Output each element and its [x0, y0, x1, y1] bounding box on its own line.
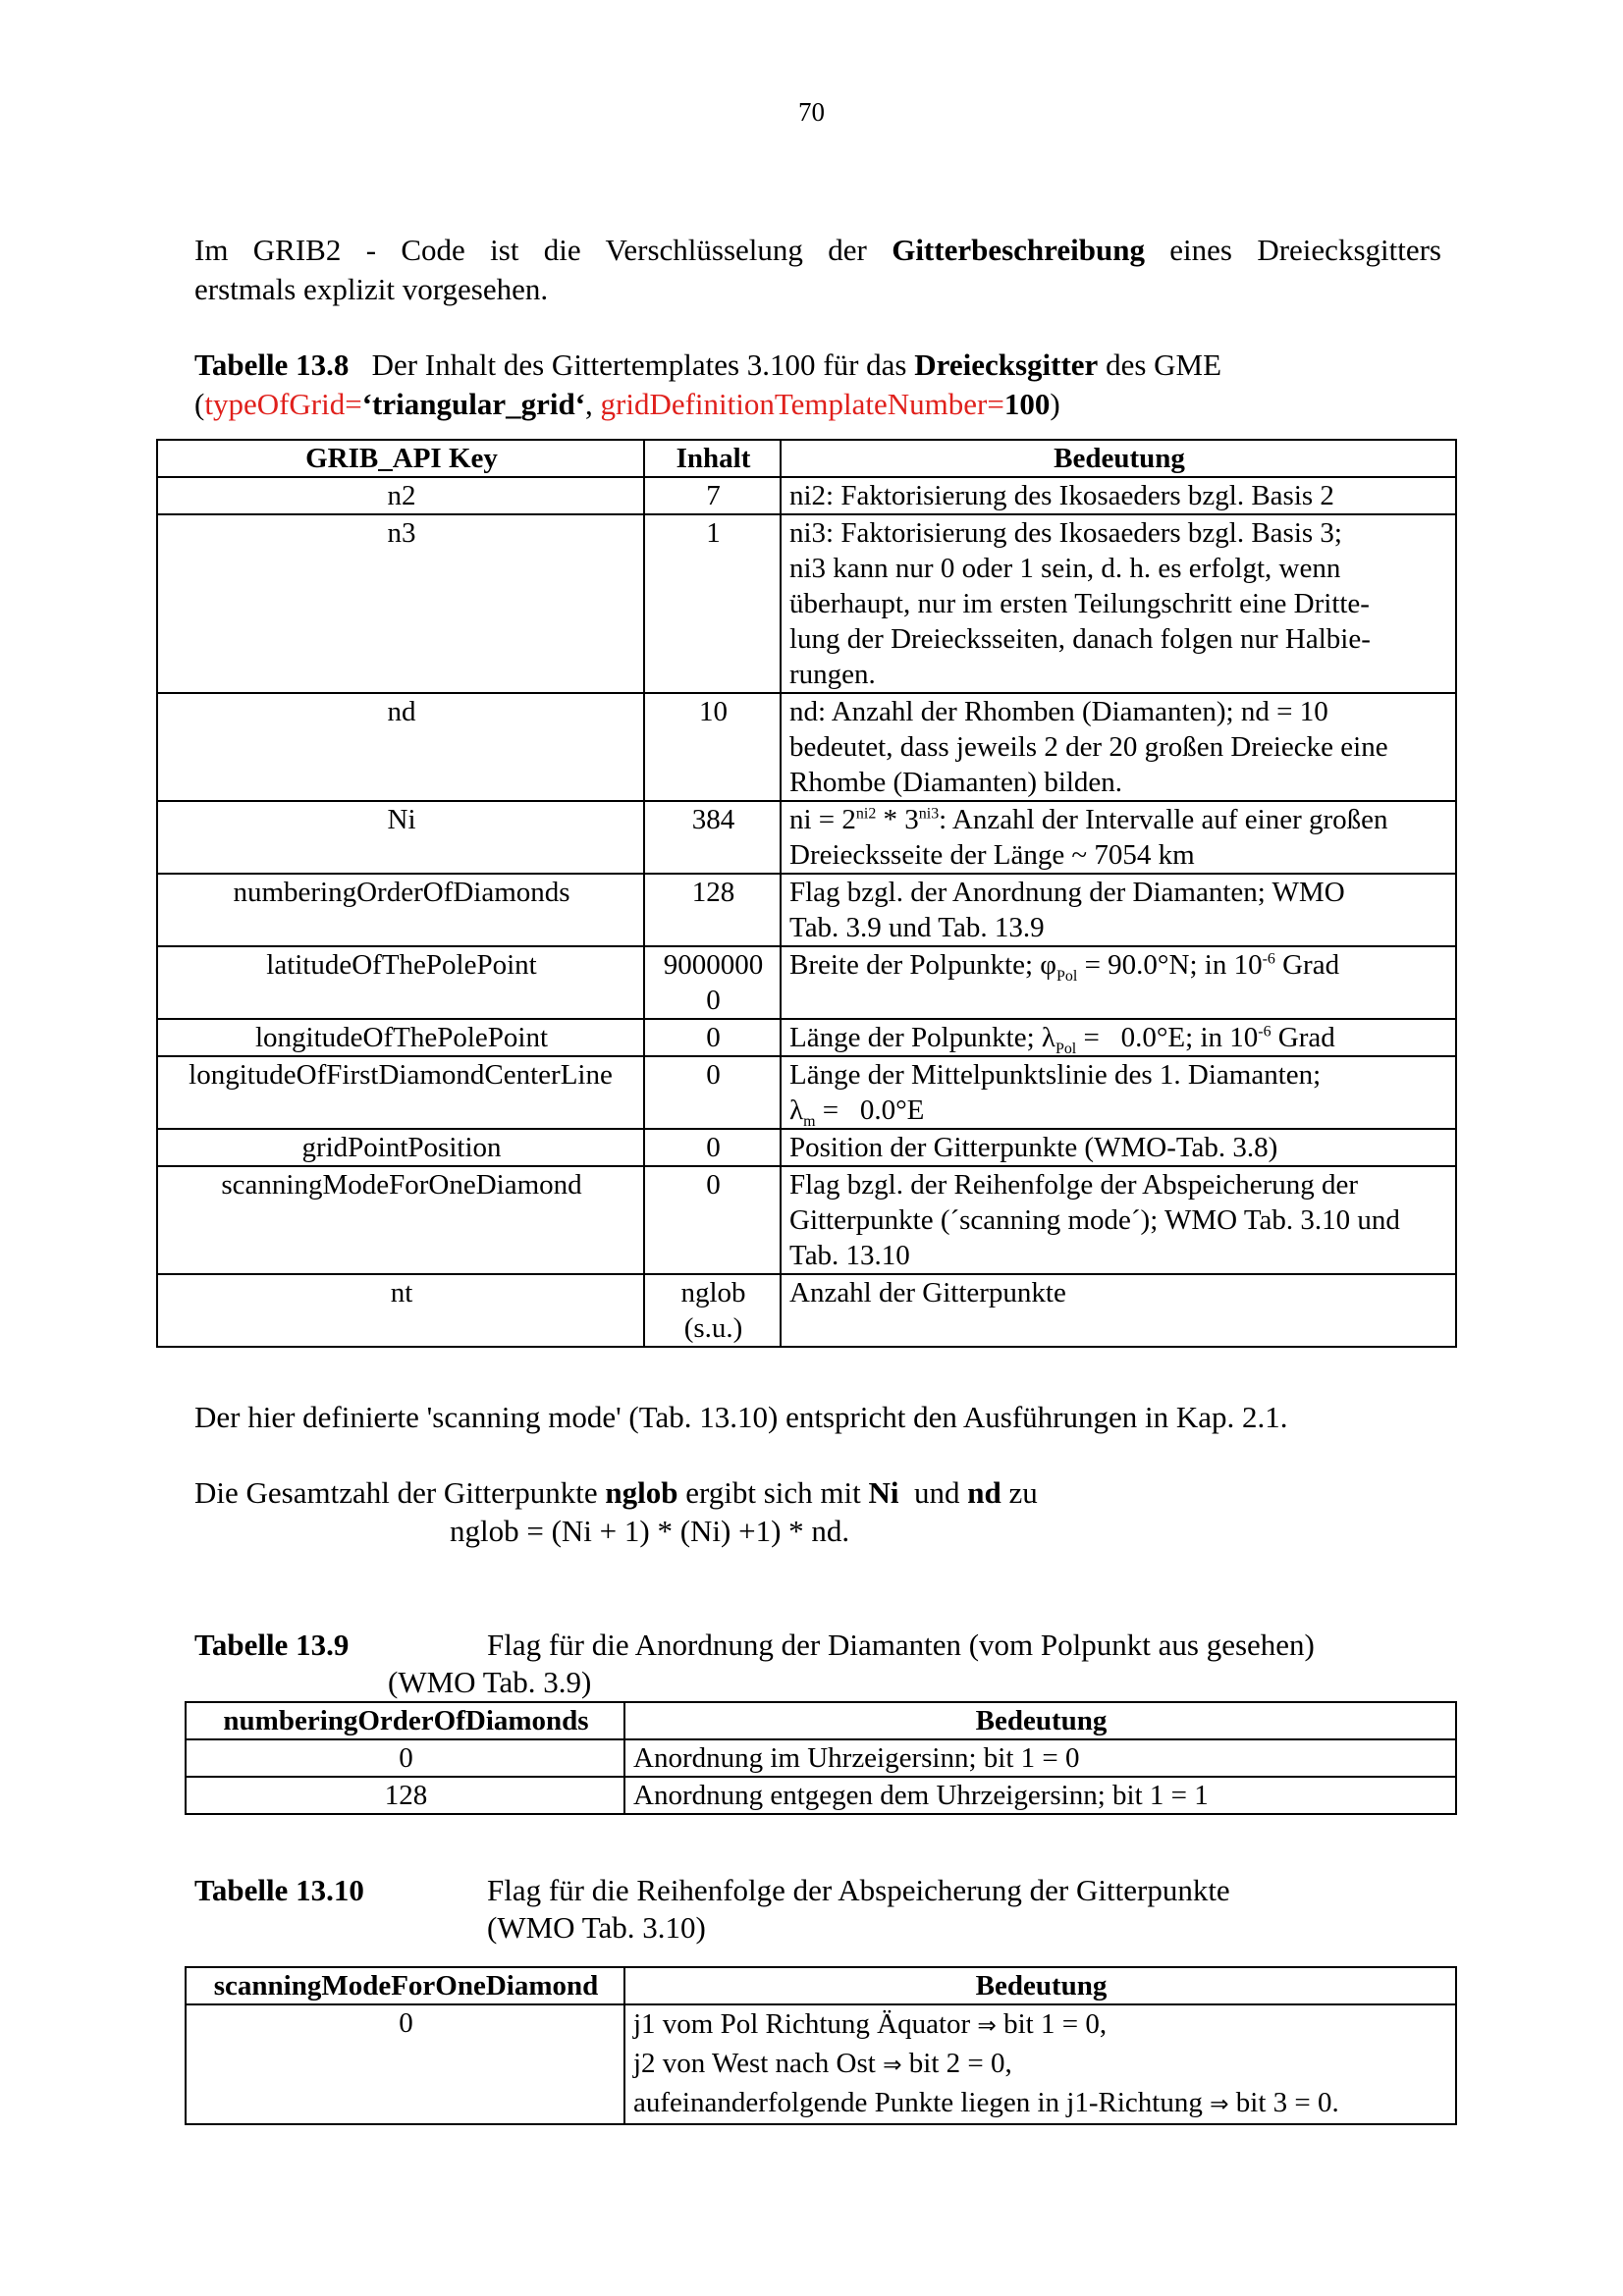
- cell-bedeutung: Position der Gitterpunkte (WMO-Tab. 3.8): [781, 1129, 1456, 1166]
- cell-inhalt: 10: [644, 693, 781, 801]
- cell-key: latitudeOfThePolePoint: [157, 946, 644, 1019]
- header-key: GRIB_API Key: [157, 440, 644, 477]
- intro-line-1: [194, 232, 1441, 268]
- table9-caption-line2: (WMO Tab. 3.9): [388, 1665, 592, 1699]
- table-row: [186, 1739, 1456, 1777]
- equals: =: [987, 387, 1004, 421]
- cell-key: gridPointPosition: [157, 1129, 644, 1166]
- table-row: [186, 1777, 1456, 1814]
- cell-key: n2: [157, 477, 644, 514]
- desc-part: * 3: [876, 804, 919, 835]
- desc-part: Grad: [1274, 949, 1340, 981]
- subscript: m: [803, 1112, 816, 1130]
- bold-nd: nd: [967, 1475, 1001, 1510]
- cell-key: longitudeOfFirstDiamondCenterLine: [157, 1056, 644, 1129]
- table-row: [157, 1056, 1456, 1129]
- header-bedeutung: Bedeutung: [781, 440, 1456, 477]
- superscript: -6: [1258, 1023, 1271, 1041]
- cell-key: nd: [157, 693, 644, 801]
- line-text: j1 vom Pol Richtung Äquator: [633, 2008, 978, 2040]
- cell-bedeutung: nd: Anzahl der Rhomben (Diamanten); nd = 10 bedeutet, dass jeweils 2 der 20 großen Dreiecke eine Rhombe (Diamanten) bilden.: [781, 693, 1456, 801]
- cell-inhalt: 384: [644, 801, 781, 874]
- scanning-mode-text: Der hier definierte 'scanning mode' (Tab. 13.10) entspricht den Ausführungen in Kap. 2.1.: [194, 1400, 1288, 1434]
- table-header-row: [186, 1967, 1456, 2004]
- cell-inhalt: 7: [644, 477, 781, 514]
- caption-label: Tabelle 13.10: [194, 1873, 364, 1907]
- cell-bedeutung: [781, 1056, 1456, 1129]
- table-header-row: [186, 1702, 1456, 1739]
- caption-bold: Dreiecksgitter: [914, 347, 1099, 382]
- subscript: Pol: [1055, 1040, 1077, 1057]
- cell-bedeutung: [624, 2004, 1456, 2124]
- header-inhalt: Inhalt: [644, 440, 781, 477]
- desc-part: λ: [789, 1095, 804, 1126]
- cell-bedeutung: Anzahl der Gitterpunkte: [781, 1274, 1456, 1347]
- cell-inhalt: 0: [644, 1019, 781, 1056]
- line-text: bit 1 = 0,: [996, 2008, 1108, 2040]
- value-100: 100: [1003, 387, 1051, 421]
- key-template-number: gridDefinitionTemplateNumber: [600, 387, 988, 421]
- total-points-text: [194, 1474, 1441, 1511]
- desc-part: Länge der Mittelpunktslinie des 1. Diamanten;: [789, 1059, 1322, 1091]
- cell-key: nt: [157, 1274, 644, 1347]
- header-bedeutung: Bedeutung: [624, 1967, 1456, 2004]
- desc-part: ni = 2: [789, 804, 856, 835]
- cell-bedeutung: Flag bzgl. der Anordnung der Diamanten; WMO Tab. 3.9 und Tab. 13.9: [781, 874, 1456, 946]
- desc-part: : Anzahl der Intervalle auf einer großen: [939, 804, 1388, 835]
- cell-bedeutung: ni2: Faktorisierung des Ikosaeders bzgl. Basis 2: [781, 477, 1456, 514]
- line-text: bit 2 = 0,: [901, 2048, 1012, 2079]
- table-row: [157, 514, 1456, 693]
- desc-part: = 0.0°E; in 10: [1076, 1022, 1259, 1053]
- table-row: [157, 1019, 1456, 1056]
- cell-key: Ni: [157, 801, 644, 874]
- cell-key: longitudeOfThePolePoint: [157, 1019, 644, 1056]
- text-part: zu: [1001, 1475, 1038, 1510]
- text-part: und: [898, 1475, 968, 1510]
- superscript: ni3: [918, 805, 940, 823]
- header-bedeutung: Bedeutung: [624, 1702, 1456, 1739]
- header-numbering: numberingOrderOfDiamonds: [186, 1702, 624, 1739]
- desc-part: Dreiecksseite der Länge ~ 7054 km: [789, 839, 1195, 871]
- cell-value: 128: [186, 1777, 624, 1814]
- paren: (: [194, 387, 205, 421]
- table-row: [157, 1166, 1456, 1274]
- table-row: [157, 1129, 1456, 1166]
- cell-inhalt: nglob (s.u.): [644, 1274, 781, 1347]
- cell-key: numberingOrderOfDiamonds: [157, 874, 644, 946]
- superscript: ni2: [855, 805, 877, 823]
- desc-part: Breite der Polpunkte; φ: [789, 949, 1057, 981]
- cell-bedeutung: Anordnung im Uhrzeigersinn; bit 1 = 0: [624, 1739, 1456, 1777]
- cell-inhalt: 0: [644, 1056, 781, 1129]
- separator: ,: [585, 387, 601, 421]
- table9-caption-text: Flag für die Anordnung der Diamanten (vom Polpunkt aus gesehen): [487, 1628, 1315, 1662]
- desc-part: = 0.0°E: [815, 1095, 925, 1126]
- table10-caption-line2: (WMO Tab. 3.10): [487, 1910, 706, 1945]
- cell-key: n3: [157, 514, 644, 693]
- line-text: j2 von West nach Ost: [633, 2048, 884, 2079]
- desc-part: = 90.0°N; in 10: [1077, 949, 1263, 981]
- intro-text: Im GRIB2 - Code ist die Verschlüsselung der: [194, 233, 893, 267]
- caption-label: Tabelle 13.8: [194, 347, 350, 382]
- table-row: [186, 2004, 1456, 2124]
- table10-caption-text: Flag für die Reihenfolge der Abspeicherung der Gitterpunkte: [487, 1873, 1230, 1907]
- table-row: [157, 874, 1456, 946]
- bold-nglob: nglob: [605, 1475, 678, 1510]
- table8-caption-line2: [194, 386, 1441, 422]
- cell-inhalt: 128: [644, 874, 781, 946]
- cell-inhalt: 1: [644, 514, 781, 693]
- implies-arrow-icon: ⇒: [977, 2012, 997, 2039]
- desc-part: Länge der Polpunkte; λ: [789, 1022, 1055, 1053]
- caption-text: Der Inhalt des Gittertemplates 3.100 für das: [349, 347, 915, 382]
- cell-value: 0: [186, 2004, 624, 2124]
- table10-caption-label: [194, 1872, 364, 1908]
- implies-arrow-icon: ⇒: [883, 2052, 902, 2078]
- cell-bedeutung: [781, 1019, 1456, 1056]
- table-row: [157, 693, 1456, 801]
- implies-arrow-icon: ⇒: [1210, 2091, 1229, 2117]
- cell-key: scanningModeForOneDiamond: [157, 1166, 644, 1274]
- subscript: Pol: [1056, 967, 1078, 985]
- cell-inhalt: 0: [644, 1129, 781, 1166]
- page-number: 70: [798, 97, 825, 127]
- intro-line-2: erstmals explizit vorgesehen.: [194, 272, 549, 306]
- table-row: [157, 477, 1456, 514]
- cell-bedeutung: [781, 801, 1456, 874]
- cell-inhalt: 9000000 0: [644, 946, 781, 1019]
- text-part: ergibt sich mit: [677, 1475, 869, 1510]
- cell-bedeutung: Flag bzgl. der Reihenfolge der Abspeicherung der Gitterpunkte (´scanning mode´); WMO Tab. 3.10 und Tab. 13.10: [781, 1166, 1456, 1274]
- table-header-row: [157, 440, 1456, 477]
- key-type-of-grid: typeOfGrid: [204, 387, 346, 421]
- cell-value: 0: [186, 1739, 624, 1777]
- value-triangular-grid: ‘triangular_grid‘: [361, 387, 586, 421]
- caption-label: Tabelle 13.9: [194, 1628, 350, 1662]
- paren: ): [1050, 387, 1060, 421]
- text-part: Die Gesamtzahl der Gitterpunkte: [194, 1475, 606, 1510]
- table-row: [157, 946, 1456, 1019]
- line-text: bit 3 = 0.: [1228, 2087, 1339, 2118]
- cell-bedeutung: ni3: Faktorisierung des Ikosaeders bzgl. Basis 3; ni3 kann nur 0 oder 1 sein, d. h. es erfolgt, wenn überhaupt, nur im ersten Teilungschritt eine Dritte- lung der Dreiecksseiten, danach folgen nur Halbie- rungen.: [781, 514, 1456, 693]
- table-13-9: [185, 1701, 1457, 1815]
- table-row: [157, 1274, 1456, 1347]
- header-scanning: scanningModeForOneDiamond: [186, 1967, 624, 2004]
- formula: nglob = (Ni + 1) * (Ni) +1) * nd.: [450, 1514, 850, 1548]
- equals: =: [345, 387, 362, 421]
- cell-bedeutung: [781, 946, 1456, 1019]
- intro-text: eines Dreiecksgitters: [1144, 233, 1441, 267]
- table8-caption: [194, 347, 1441, 383]
- cell-bedeutung: Anordnung entgegen dem Uhrzeigersinn; bit 1 = 1: [624, 1777, 1456, 1814]
- line-text: aufeinanderfolgende Punkte liegen in j1-Richtung: [633, 2087, 1211, 2118]
- table-row: [157, 801, 1456, 874]
- table-13-10: [185, 1966, 1457, 2125]
- caption-text: des GME: [1098, 347, 1222, 382]
- table9-caption-label: [194, 1627, 349, 1663]
- cell-inhalt: 0: [644, 1166, 781, 1274]
- desc-part: Grad: [1271, 1022, 1335, 1053]
- bold-ni: Ni: [868, 1475, 899, 1510]
- table-13-8: [156, 439, 1457, 1348]
- intro-bold: Gitterbeschreibung: [892, 233, 1145, 267]
- superscript: -6: [1262, 950, 1275, 968]
